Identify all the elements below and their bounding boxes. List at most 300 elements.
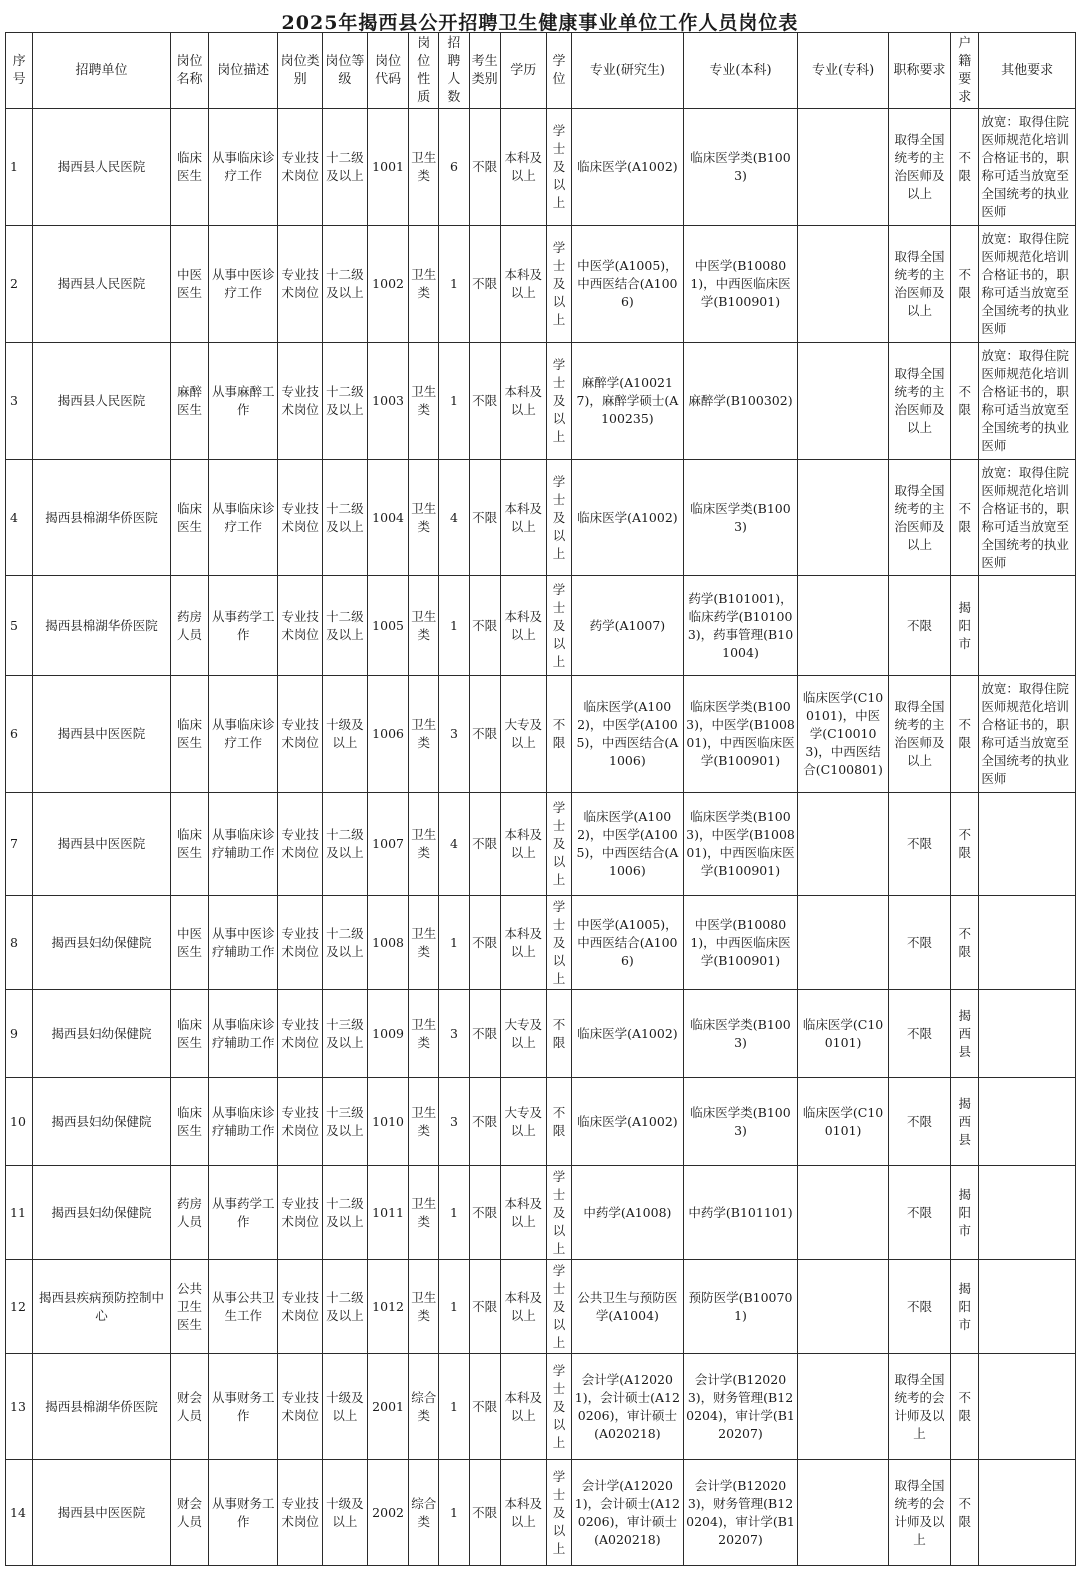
- cell-title-requirement-text: 不限: [906, 934, 932, 950]
- cell-level: [322, 990, 367, 1078]
- cell-count-text: 1: [449, 617, 458, 633]
- cell-seq-text: 3: [10, 393, 18, 408]
- cell-major-graduate-text: 临床医学(A1002)，中医学(A1005)，中西医结合(A1006): [576, 809, 679, 878]
- cell-unit: [33, 1460, 171, 1566]
- cell-other-text: 放宽：取得住院医师规范化培训合格证书的，职称可适当放宽至全国统考的执业医师: [981, 348, 1069, 453]
- cell-nature-text: 卫生类: [411, 1195, 437, 1229]
- cell-education: [500, 1078, 546, 1166]
- header-cell: 序号: [6, 33, 33, 109]
- cell-description-text: 从事麻醉工作: [212, 384, 275, 417]
- cell-level: [322, 1078, 367, 1166]
- cell-major-graduate: [572, 896, 684, 990]
- cell-unit: [33, 576, 171, 676]
- cell-degree-text: 学士及以上: [552, 800, 566, 887]
- cell-candidate-type-text: 不限: [472, 509, 498, 525]
- cell-position-name: [170, 343, 208, 460]
- cell-candidate-type-text: 不限: [472, 393, 498, 408]
- cell-degree: [546, 990, 571, 1078]
- cell-count-text: 1: [449, 1504, 458, 1520]
- cell-category-text: 专业技术岗位: [281, 717, 319, 750]
- cell-major-bachelor-text: 中医学(B100801)，中西医临床医学(B100901): [690, 258, 791, 309]
- cell-code: [367, 109, 408, 226]
- cell-title-requirement: [888, 1166, 950, 1260]
- cell-nature: [409, 676, 439, 793]
- cell-major-associate: [798, 793, 889, 896]
- cell-major-bachelor-text: 临床医学类(B1003): [690, 150, 791, 183]
- cell-title-requirement: [888, 226, 950, 343]
- cell-candidate-type-text: 不限: [472, 159, 498, 174]
- cell-count: [439, 226, 469, 343]
- cell-title-requirement-text: 不限: [906, 617, 932, 633]
- table-row: [6, 1260, 1076, 1354]
- cell-major-bachelor: [683, 1354, 798, 1460]
- cell-candidate-type-text: 不限: [472, 836, 498, 851]
- table-row: [6, 226, 1076, 343]
- cell-level: [322, 1460, 367, 1566]
- cell-hukou-text: 不限: [958, 827, 971, 860]
- cell-seq: [6, 793, 33, 896]
- cell-category: [278, 896, 322, 990]
- cell-candidate-type-text: 不限: [472, 617, 498, 633]
- cell-hukou: [951, 990, 979, 1078]
- cell-unit-text: 揭西县人民医院: [57, 276, 146, 291]
- cell-other: [979, 1078, 1076, 1166]
- cell-candidate-type: [469, 460, 500, 576]
- cell-description: [209, 1460, 278, 1566]
- cell-candidate-type-text: 不限: [472, 1398, 498, 1414]
- header-cell: 岗位描述: [209, 33, 278, 109]
- cell-seq-text: 11: [10, 1204, 26, 1220]
- cell-major-bachelor-text: 预防医学(B100701): [688, 1289, 793, 1323]
- cell-code-text: 2001: [372, 1398, 404, 1414]
- cell-major-graduate: [572, 109, 684, 226]
- cell-nature-text: 卫生类: [411, 1016, 437, 1050]
- table-row: [6, 343, 1076, 460]
- cell-nature-text: 卫生类: [411, 717, 437, 750]
- cell-major-bachelor: [683, 343, 798, 460]
- cell-candidate-type-text: 不限: [472, 934, 498, 950]
- cell-candidate-type-text: 不限: [472, 1204, 498, 1220]
- cell-position-name-text: 财会人员: [177, 1389, 203, 1423]
- cell-code-text: 1004: [372, 509, 404, 525]
- cell-description: [209, 1166, 278, 1260]
- cell-position-name-text: 麻醉医生: [177, 384, 203, 417]
- cell-seq-text: 13: [10, 1398, 26, 1414]
- cell-position-name: [170, 1078, 208, 1166]
- cell-education-text: 本科及以上: [504, 1195, 543, 1229]
- cell-count-text: 3: [449, 726, 458, 741]
- cell-nature-text: 卫生类: [411, 925, 437, 959]
- cell-major-graduate: [572, 576, 684, 676]
- cell-level: [322, 1354, 367, 1460]
- cell-education-text: 本科及以上: [504, 150, 543, 183]
- cell-title-requirement-text: 取得全国统考的主治医师及以上: [894, 366, 945, 435]
- cell-title-requirement: [888, 896, 950, 990]
- cell-unit: [33, 226, 171, 343]
- cell-major-associate: [798, 343, 889, 460]
- cell-education: [500, 990, 546, 1078]
- cell-count: [439, 1354, 469, 1460]
- cell-level: [322, 1260, 367, 1354]
- cell-level-text: 十三级及以上: [326, 1104, 364, 1138]
- cell-position-name-text: 公共卫生医生: [177, 1280, 203, 1332]
- cell-category: [278, 226, 322, 343]
- cell-major-bachelor-text: 会计学(B120203)，财务管理(B120204)，审计学(B120207): [686, 1371, 795, 1441]
- cell-candidate-type-text: 不限: [472, 1504, 498, 1520]
- cell-title-requirement: [888, 343, 950, 460]
- cell-code-text: 1003: [372, 393, 404, 408]
- cell-major-graduate-text: 麻醉学(A100217)，麻醉学硕士(A100235): [576, 375, 679, 426]
- cell-major-graduate: [572, 676, 684, 793]
- cell-major-bachelor: [683, 1166, 798, 1260]
- cell-code-text: 1006: [372, 726, 404, 741]
- cell-education: [500, 1166, 546, 1260]
- cell-major-graduate-text: 中医学(A1005)，中西医结合(A1006): [577, 258, 678, 309]
- header-cell: 岗位性质: [409, 33, 439, 109]
- cell-position-name: [170, 676, 208, 793]
- cell-category: [278, 1078, 322, 1166]
- cell-major-graduate-text: 中医学(A1005)，中西医结合(A1006): [577, 916, 678, 968]
- cell-code: [367, 676, 408, 793]
- cell-title-requirement-text: 不限: [906, 1025, 932, 1041]
- cell-level-text: 十三级及以上: [326, 1016, 364, 1050]
- cell-unit: [33, 1078, 171, 1166]
- cell-count-text: 1: [449, 934, 458, 950]
- cell-hukou-text: 不限: [958, 384, 971, 417]
- cell-title-requirement: [888, 793, 950, 896]
- cell-seq-text: 9: [10, 1025, 18, 1041]
- header-cell: 专业(研究生): [572, 33, 684, 109]
- cell-level-text: 十二级及以上: [326, 384, 364, 417]
- cell-seq-text: 10: [10, 1113, 26, 1129]
- table-row: [6, 676, 1076, 793]
- cell-hukou-text: 不限: [958, 500, 971, 534]
- cell-education: [500, 109, 546, 226]
- cell-nature: [409, 896, 439, 990]
- cell-level-text: 十二级及以上: [326, 500, 364, 534]
- cell-candidate-type-text: 不限: [472, 1113, 498, 1129]
- cell-title-requirement: [888, 676, 950, 793]
- cell-other: [979, 793, 1076, 896]
- cell-position-name: [170, 990, 208, 1078]
- cell-major-bachelor-text: 中医学(B100801)，中西医临床医学(B100901): [690, 916, 791, 968]
- cell-other: [979, 1260, 1076, 1354]
- cell-degree: [546, 576, 571, 676]
- cell-hukou: [951, 1260, 979, 1354]
- cell-code: [367, 1078, 408, 1166]
- cell-description-text: 从事财务工作: [212, 1389, 275, 1423]
- cell-candidate-type: [469, 676, 500, 793]
- cell-category: [278, 1354, 322, 1460]
- cell-major-graduate: [572, 460, 684, 576]
- cell-category: [278, 676, 322, 793]
- table-row: [6, 896, 1076, 990]
- cell-major-associate-text: 临床医学(C100101): [802, 1016, 884, 1050]
- page-title: 2025年揭西县公开招聘卫生健康事业单位工作人员岗位表: [281, 12, 799, 34]
- cell-unit-text: 揭西县棉湖华侨医院: [45, 509, 158, 525]
- cell-major-associate: [798, 896, 889, 990]
- cell-education-text: 大专及以上: [504, 717, 543, 750]
- cell-nature: [409, 109, 439, 226]
- cell-unit-text: 揭西县妇幼保健院: [51, 934, 152, 950]
- cell-hukou-text: 揭阳市: [958, 599, 971, 651]
- header-cell: 户籍要求: [951, 33, 979, 109]
- cell-category-text: 专业技术岗位: [281, 1289, 319, 1323]
- cell-other: [979, 109, 1076, 226]
- cell-title-requirement-text: 取得全国统考的主治医师及以上: [894, 482, 945, 552]
- cell-nature-text: 卫生类: [411, 384, 437, 417]
- cell-major-bachelor-text: 临床医学类(B1003): [690, 1104, 791, 1138]
- cell-position-name-text: 临床医生: [177, 150, 203, 183]
- table-row: [6, 1354, 1076, 1460]
- cell-degree-text: 学士及以上: [552, 1468, 566, 1556]
- cell-title-requirement: [888, 1460, 950, 1566]
- cell-nature: [409, 226, 439, 343]
- cell-hukou: [951, 1354, 979, 1460]
- cell-other-text: 放宽：取得住院医师规范化培训合格证书的，职称可适当放宽至全国统考的执业医师: [981, 464, 1069, 570]
- cell-major-associate: [798, 109, 889, 226]
- cell-unit: [33, 896, 171, 990]
- cell-degree-text: 不限: [552, 1104, 566, 1138]
- cell-hukou-text: 不限: [958, 1495, 971, 1529]
- cell-nature-text: 卫生类: [411, 1289, 437, 1323]
- cell-candidate-type: [469, 109, 500, 226]
- cell-education: [500, 1460, 546, 1566]
- cell-count: [439, 576, 469, 676]
- cell-major-bachelor: [683, 1260, 798, 1354]
- cell-level-text: 十级及以上: [326, 1495, 364, 1529]
- cell-title-requirement-text: 取得全国统考的会计师及以上: [894, 1477, 945, 1547]
- cell-major-graduate: [572, 1260, 684, 1354]
- cell-hukou-text: 不限: [958, 150, 971, 183]
- header-cell: 学历: [500, 33, 546, 109]
- cell-degree: [546, 793, 571, 896]
- cell-level-text: 十级及以上: [326, 717, 364, 750]
- cell-education-text: 本科及以上: [504, 500, 543, 534]
- cell-seq-text: 1: [10, 159, 18, 174]
- cell-nature: [409, 990, 439, 1078]
- cell-count: [439, 1460, 469, 1566]
- cell-candidate-type: [469, 1354, 500, 1460]
- cell-major-graduate-text: 临床医学(A1002)，中医学(A1005)，中西医结合(A1006): [576, 699, 679, 768]
- cell-code-text: 1002: [372, 276, 404, 291]
- cell-position-name-text: 中医医生: [177, 267, 203, 300]
- cell-level-text: 十二级及以上: [326, 608, 364, 642]
- cell-position-name: [170, 1260, 208, 1354]
- cell-major-graduate: [572, 1460, 684, 1566]
- cell-description-text: 从事临床诊疗辅助工作: [212, 1016, 275, 1050]
- cell-education-text: 本科及以上: [504, 827, 543, 860]
- cell-position-name-text: 财会人员: [177, 1495, 203, 1529]
- cell-description-text: 从事药学工作: [212, 608, 275, 642]
- cell-major-graduate: [572, 1166, 684, 1260]
- cell-major-bachelor-text: 麻醉学(B100302): [688, 393, 793, 408]
- cell-candidate-type: [469, 1260, 500, 1354]
- cell-degree-text: 学士及以上: [552, 240, 566, 327]
- cell-description: [209, 676, 278, 793]
- cell-category: [278, 1460, 322, 1566]
- cell-education: [500, 1354, 546, 1460]
- cell-candidate-type: [469, 990, 500, 1078]
- cell-hukou-text: 揭西县: [958, 1095, 971, 1147]
- cell-count: [439, 460, 469, 576]
- cell-description-text: 从事临床诊疗工作: [212, 717, 275, 750]
- cell-major-graduate-text: 临床医学(A1002): [577, 159, 678, 174]
- cell-description-text: 从事临床诊疗辅助工作: [212, 1104, 275, 1138]
- cell-count-text: 1: [449, 393, 458, 408]
- cell-major-graduate-text: 临床医学(A1002): [577, 1113, 678, 1129]
- header-cell: 学位: [546, 33, 571, 109]
- cell-hukou-text: 不限: [958, 267, 971, 300]
- cell-category-text: 专业技术岗位: [281, 384, 319, 417]
- cell-category: [278, 1260, 322, 1354]
- cell-hukou-text: 揭西县: [958, 1007, 971, 1059]
- header-cell: 专业(专科): [798, 33, 889, 109]
- cell-major-bachelor: [683, 460, 798, 576]
- cell-description: [209, 343, 278, 460]
- cell-major-bachelor-text: 临床医学类(B1003)，中医学(B100801)，中西医临床医学(B100901): [686, 699, 795, 768]
- cell-position-name-text: 药房人员: [177, 608, 203, 642]
- cell-title-requirement-text: 取得全国统考的主治医师及以上: [894, 699, 945, 768]
- cell-nature: [409, 1078, 439, 1166]
- table-row: [6, 109, 1076, 226]
- cell-level-text: 十级及以上: [326, 1389, 364, 1423]
- cell-hukou: [951, 896, 979, 990]
- cell-category: [278, 793, 322, 896]
- cell-unit: [33, 1354, 171, 1460]
- cell-nature: [409, 343, 439, 460]
- cell-degree: [546, 1460, 571, 1566]
- cell-seq-text: 5: [10, 617, 18, 633]
- cell-title-requirement: [888, 460, 950, 576]
- cell-level-text: 十二级及以上: [326, 827, 364, 860]
- cell-description-text: 从事临床诊疗工作: [212, 500, 275, 534]
- cell-position-name: [170, 1166, 208, 1260]
- cell-degree: [546, 1078, 571, 1166]
- cell-degree-text: 学士及以上: [552, 1262, 566, 1350]
- cell-major-graduate-text: 会计学(A120201)，会计硕士(A120206)，审计硕士(A020218): [574, 1371, 680, 1441]
- cell-degree: [546, 896, 571, 990]
- cell-category: [278, 460, 322, 576]
- table-row: [6, 460, 1076, 576]
- cell-title-requirement: [888, 990, 950, 1078]
- cell-major-associate: [798, 1166, 889, 1260]
- cell-seq: [6, 896, 33, 990]
- cell-major-bachelor: [683, 576, 798, 676]
- cell-position-name: [170, 226, 208, 343]
- cell-position-name-text: 药房人员: [177, 1195, 203, 1229]
- cell-other: [979, 676, 1076, 793]
- cell-position-name-text: 临床医生: [177, 827, 203, 860]
- cell-code: [367, 1354, 408, 1460]
- cell-code: [367, 576, 408, 676]
- cell-code: [367, 1166, 408, 1260]
- cell-major-graduate-text: 会计学(A120201)，会计硕士(A120206)，审计硕士(A020218): [574, 1477, 680, 1547]
- cell-major-graduate: [572, 1354, 684, 1460]
- cell-nature: [409, 1460, 439, 1566]
- cell-major-graduate: [572, 343, 684, 460]
- cell-position-name: [170, 1460, 208, 1566]
- cell-major-associate-text: 临床医学(C100101): [802, 1104, 884, 1138]
- cell-seq: [6, 1354, 33, 1460]
- cell-seq: [6, 109, 33, 226]
- cell-description: [209, 1354, 278, 1460]
- cell-nature-text: 综合类: [411, 1495, 437, 1529]
- cell-nature-text: 卫生类: [411, 267, 437, 300]
- cell-hukou: [951, 576, 979, 676]
- cell-major-graduate-text: 中药学(A1008): [583, 1204, 672, 1220]
- cell-level: [322, 676, 367, 793]
- cell-other: [979, 343, 1076, 460]
- cell-level-text: 十二级及以上: [326, 1289, 364, 1323]
- header-cell: 岗位等级: [322, 33, 367, 109]
- cell-major-associate: [798, 1078, 889, 1166]
- header-row: [6, 33, 1076, 109]
- header-cell: 招聘人数: [439, 33, 469, 109]
- cell-other-text: 放宽：取得住院医师规范化培训合格证书的，职称可适当放宽至全国统考的执业医师: [981, 231, 1069, 336]
- cell-other: [979, 990, 1076, 1078]
- table-row: [6, 1078, 1076, 1166]
- cell-education-text: 本科及以上: [504, 1389, 543, 1423]
- cell-count: [439, 1260, 469, 1354]
- cell-seq-text: 14: [10, 1504, 26, 1520]
- cell-position-name: [170, 109, 208, 226]
- cell-code: [367, 1460, 408, 1566]
- cell-education-text: 本科及以上: [504, 267, 543, 300]
- cell-position-name: [170, 896, 208, 990]
- cell-education: [500, 1260, 546, 1354]
- cell-candidate-type: [469, 226, 500, 343]
- cell-hukou: [951, 676, 979, 793]
- cell-hukou: [951, 460, 979, 576]
- cell-description: [209, 1260, 278, 1354]
- cell-position-name: [170, 576, 208, 676]
- cell-category-text: 专业技术岗位: [281, 1389, 319, 1423]
- cell-unit-text: 揭西县妇幼保健院: [51, 1204, 152, 1220]
- cell-candidate-type: [469, 793, 500, 896]
- cell-nature-text: 卫生类: [411, 827, 437, 860]
- cell-title-requirement-text: 取得全国统考的会计师及以上: [894, 1371, 945, 1441]
- cell-code: [367, 990, 408, 1078]
- cell-seq: [6, 990, 33, 1078]
- cell-other: [979, 1460, 1076, 1566]
- cell-candidate-type-text: 不限: [472, 276, 498, 291]
- cell-category-text: 专业技术岗位: [281, 150, 319, 183]
- table-row: [6, 1460, 1076, 1566]
- cell-description: [209, 990, 278, 1078]
- cell-count-text: 3: [449, 1025, 458, 1041]
- cell-level: [322, 576, 367, 676]
- cell-title-requirement: [888, 1354, 950, 1460]
- cell-description-text: 从事药学工作: [212, 1195, 275, 1229]
- cell-position-name-text: 临床医生: [177, 717, 203, 750]
- cell-count-text: 6: [449, 159, 458, 174]
- header-cell: 岗位代码: [367, 33, 408, 109]
- cell-category-text: 专业技术岗位: [281, 1495, 319, 1529]
- cell-count: [439, 109, 469, 226]
- cell-count: [439, 1166, 469, 1260]
- cell-position-name-text: 临床医生: [177, 500, 203, 534]
- cell-category-text: 专业技术岗位: [281, 1195, 319, 1229]
- cell-category-text: 专业技术岗位: [281, 1016, 319, 1050]
- table-row: [6, 990, 1076, 1078]
- cell-nature-text: 卫生类: [411, 500, 437, 534]
- cell-seq-text: 8: [10, 934, 18, 950]
- cell-nature: [409, 460, 439, 576]
- cell-unit-text: 揭西县中医医院: [57, 1504, 146, 1520]
- header-cell: 岗位类别: [278, 33, 322, 109]
- cell-category-text: 专业技术岗位: [281, 925, 319, 959]
